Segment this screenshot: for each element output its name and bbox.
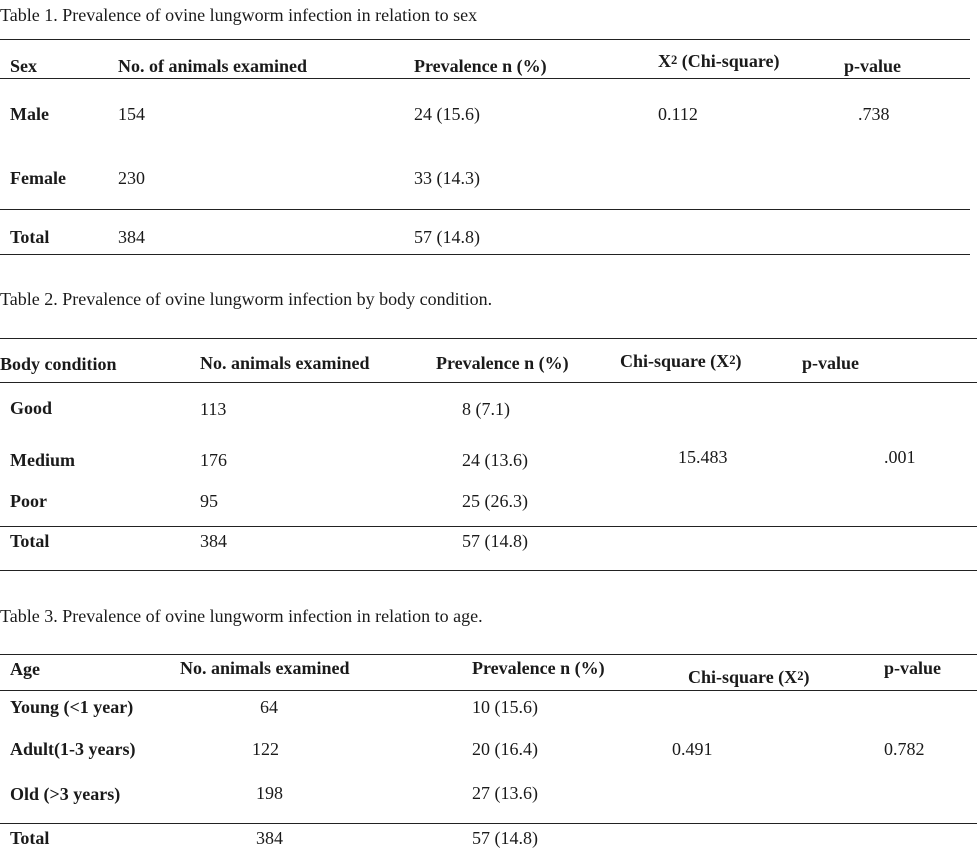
table3-header-prevalence: Prevalence n (%) xyxy=(472,658,605,678)
table2-row-label: Medium xyxy=(10,450,75,470)
table2-row-prevalence: 24 (13.6) xyxy=(462,450,528,470)
table2-row-prevalence: 8 (7.1) xyxy=(462,399,510,419)
table2-row-label: Poor xyxy=(10,491,47,511)
table2-header-chi xyxy=(620,352,741,370)
table2-header-rule xyxy=(0,382,977,383)
table3-row-prevalence: 20 (16.4) xyxy=(472,739,538,759)
table3-top-rule xyxy=(0,654,977,655)
table1-row-prevalence: 24 (15.6) xyxy=(414,104,480,124)
table2-row-examined: 176 xyxy=(200,450,227,470)
table3-header-chi xyxy=(688,668,809,686)
table1-header-rule xyxy=(0,78,970,79)
table3-header-chi-sup: 2 xyxy=(797,669,804,684)
table2-row-prevalence: 57 (14.8) xyxy=(462,531,528,551)
table3-row-prevalence: 27 (13.6) xyxy=(472,783,538,803)
table3-row-examined: 64 xyxy=(260,697,278,717)
table2-p-value: .001 xyxy=(884,447,916,467)
table3-header-chi-rest: ) xyxy=(803,667,810,687)
table1-row-examined: 154 xyxy=(118,104,145,124)
table1-header-pvalue: p-value xyxy=(844,56,902,76)
table2-bottom-rule xyxy=(0,570,977,571)
table1-total-rule xyxy=(0,209,970,210)
table3-row-label: Old (>3 years) xyxy=(10,784,121,804)
table3-header-age: Age xyxy=(10,659,40,679)
table2-header-body-condition: Body condition xyxy=(0,354,117,374)
table1-row-label: Male xyxy=(10,104,49,124)
table3-total-rule xyxy=(0,823,977,824)
table1-header-examined: No. of animals examined xyxy=(118,56,307,76)
table1-header-prevalence: Prevalence n (%) xyxy=(414,56,547,76)
table3-row-label: Total xyxy=(10,828,50,848)
table1-caption: Table 1. Prevalence of ovine lungworm infection in relation to sex xyxy=(0,5,478,25)
table3-p-value: 0.782 xyxy=(884,739,925,759)
table2-chi-value: 15.483 xyxy=(678,447,728,467)
table2-header-examined: No. animals examined xyxy=(200,353,370,373)
table1-row-label: Total xyxy=(10,227,50,247)
table2-row-label: Total xyxy=(10,531,50,551)
table3-row-examined: 198 xyxy=(256,783,283,803)
table1-row-prevalence: 33 (14.3) xyxy=(414,168,480,188)
table1-header-chi-sup: 2 xyxy=(671,53,678,68)
table3-row-label: Young (<1 year) xyxy=(10,697,134,717)
table1-header-chi-rest: (Chi-square) xyxy=(677,51,780,71)
table3-row-label: Adult(1-3 years) xyxy=(10,739,136,759)
table3-header-chi-base: Chi-square (X xyxy=(688,667,798,687)
table2-top-rule xyxy=(0,338,977,339)
table3-row-prevalence: 57 (14.8) xyxy=(472,828,538,848)
table1-row-examined: 384 xyxy=(118,227,145,247)
table2-header-prevalence: Prevalence n (%) xyxy=(436,353,569,373)
table1-header-chi-base: X xyxy=(658,51,671,71)
table3-chi-value: 0.491 xyxy=(672,739,713,759)
table2-header-chi-sup: 2 xyxy=(729,353,736,368)
table1-row-examined: 230 xyxy=(118,168,145,188)
table1-header-chi xyxy=(658,52,779,70)
table3-header-rule xyxy=(0,690,977,691)
table3-row-examined: 122 xyxy=(252,739,279,759)
table2-row-prevalence: 25 (26.3) xyxy=(462,491,528,511)
table1-p-value: .738 xyxy=(858,104,890,124)
table1-header-sex: Sex xyxy=(10,56,37,76)
table3-header-examined: No. animals examined xyxy=(180,658,350,678)
table2-row-examined: 384 xyxy=(200,531,227,551)
table3-row-prevalence: 10 (15.6) xyxy=(472,697,538,717)
table2-row-label: Good xyxy=(10,398,53,418)
table2-header-chi-base: Chi-square (X xyxy=(620,351,730,371)
table1-row-label: Female xyxy=(10,168,66,188)
table1-bottom-rule xyxy=(0,254,970,255)
table2-row-examined: 95 xyxy=(200,491,218,511)
table2-row-examined: 113 xyxy=(200,399,227,419)
table3-caption: Table 3. Prevalence of ovine lungworm infection in relation to age. xyxy=(0,606,483,626)
table2-header-chi-rest: ) xyxy=(735,351,742,371)
table2-total-rule xyxy=(0,526,977,527)
table2-header-pvalue: p-value xyxy=(802,353,860,373)
table3-row-examined: 384 xyxy=(256,828,283,848)
table3-header-pvalue: p-value xyxy=(884,658,942,678)
table1-top-rule xyxy=(0,39,970,40)
table2-caption: Table 2. Prevalence of ovine lungworm infection by body condition. xyxy=(0,289,493,309)
table1-chi-value: 0.112 xyxy=(658,104,698,124)
table1-row-prevalence: 57 (14.8) xyxy=(414,227,480,247)
